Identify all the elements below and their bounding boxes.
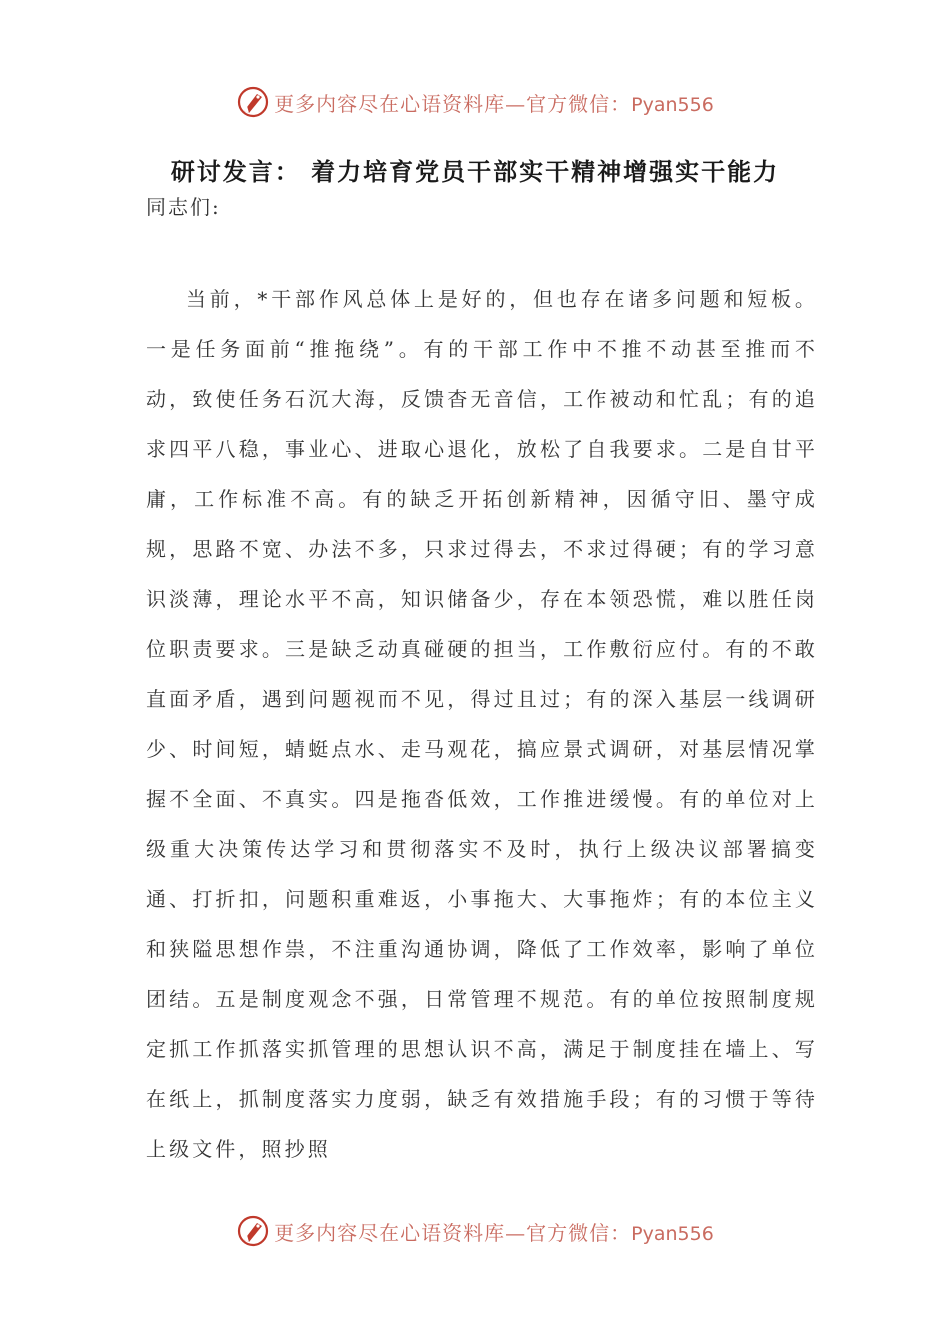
- watermark-text: 更多内容尽在心语资料库—官方微信：: [274, 1220, 632, 1245]
- watermark-text: 更多内容尽在心语资料库—官方微信：: [274, 91, 632, 116]
- watermark-header: [0, 82, 950, 122]
- document-title: 研讨发言： 着力培育党员干部实干精神增强实干能力: [170, 157, 780, 186]
- watermark-footer: [0, 1211, 950, 1251]
- watermark-handle: Pyan556: [631, 1222, 714, 1245]
- watermark-handle: Pyan556: [631, 93, 714, 116]
- body-paragraph: 当前，*干部作风总体上是好的，但也存在诸多问题和短板。一是任务面前“推拖绕”。有的干部工作中不推不动甚至推而不动，致使任务石沉大海，反馈杳无音信，工作被动和忙乱；有的追求四平八稳，事业心、进取心退化，放松了自我要求。二是自甘平庸，工作标准不高。有的缺乏开拓创新精神，因循守旧、墨守成规，思路不宽、办法不多，只求过得去，不求过得硬；有的学习意识淡薄，理论水平不高，知识储备少，存在本领恐慌，难以胜任岗位职责要求。三是缺乏动真碰硬的担当，工作敷衍应付。有的不敢直面矛盾，遇到问题视而不见，得过且过；有的深入基层一线调研少、时间短，蜻蜓点水、走马观花，搞应景式调研，对基层情况掌握不全面、不真实。四是拖沓低效，工作推进缓慢。有的单位对上级重大决策传达学习和贯彻落实不及时，执行上级决议部署搞变通、打折扣，问题积重难返，小事拖大、大事拖炸；有的本位主义和狭隘思想作祟，不注重沟通协调，降低了工作效率，影响了单位团结。五是制度观念不强，日常管理不规范。有的单位按照制度规定抓工作抓落实抓管理的思想认识不高，满足于制度挂在墙上、写在纸上，抓制度落实力度弱，缺乏有效措施手段；有的习惯于等待上级文件，照抄照: [146, 287, 818, 1161]
- pen-nib-circle-logo-icon: [236, 85, 270, 119]
- pen-nib-circle-logo-icon: [236, 1214, 270, 1248]
- salutation: 同志们:: [146, 195, 221, 219]
